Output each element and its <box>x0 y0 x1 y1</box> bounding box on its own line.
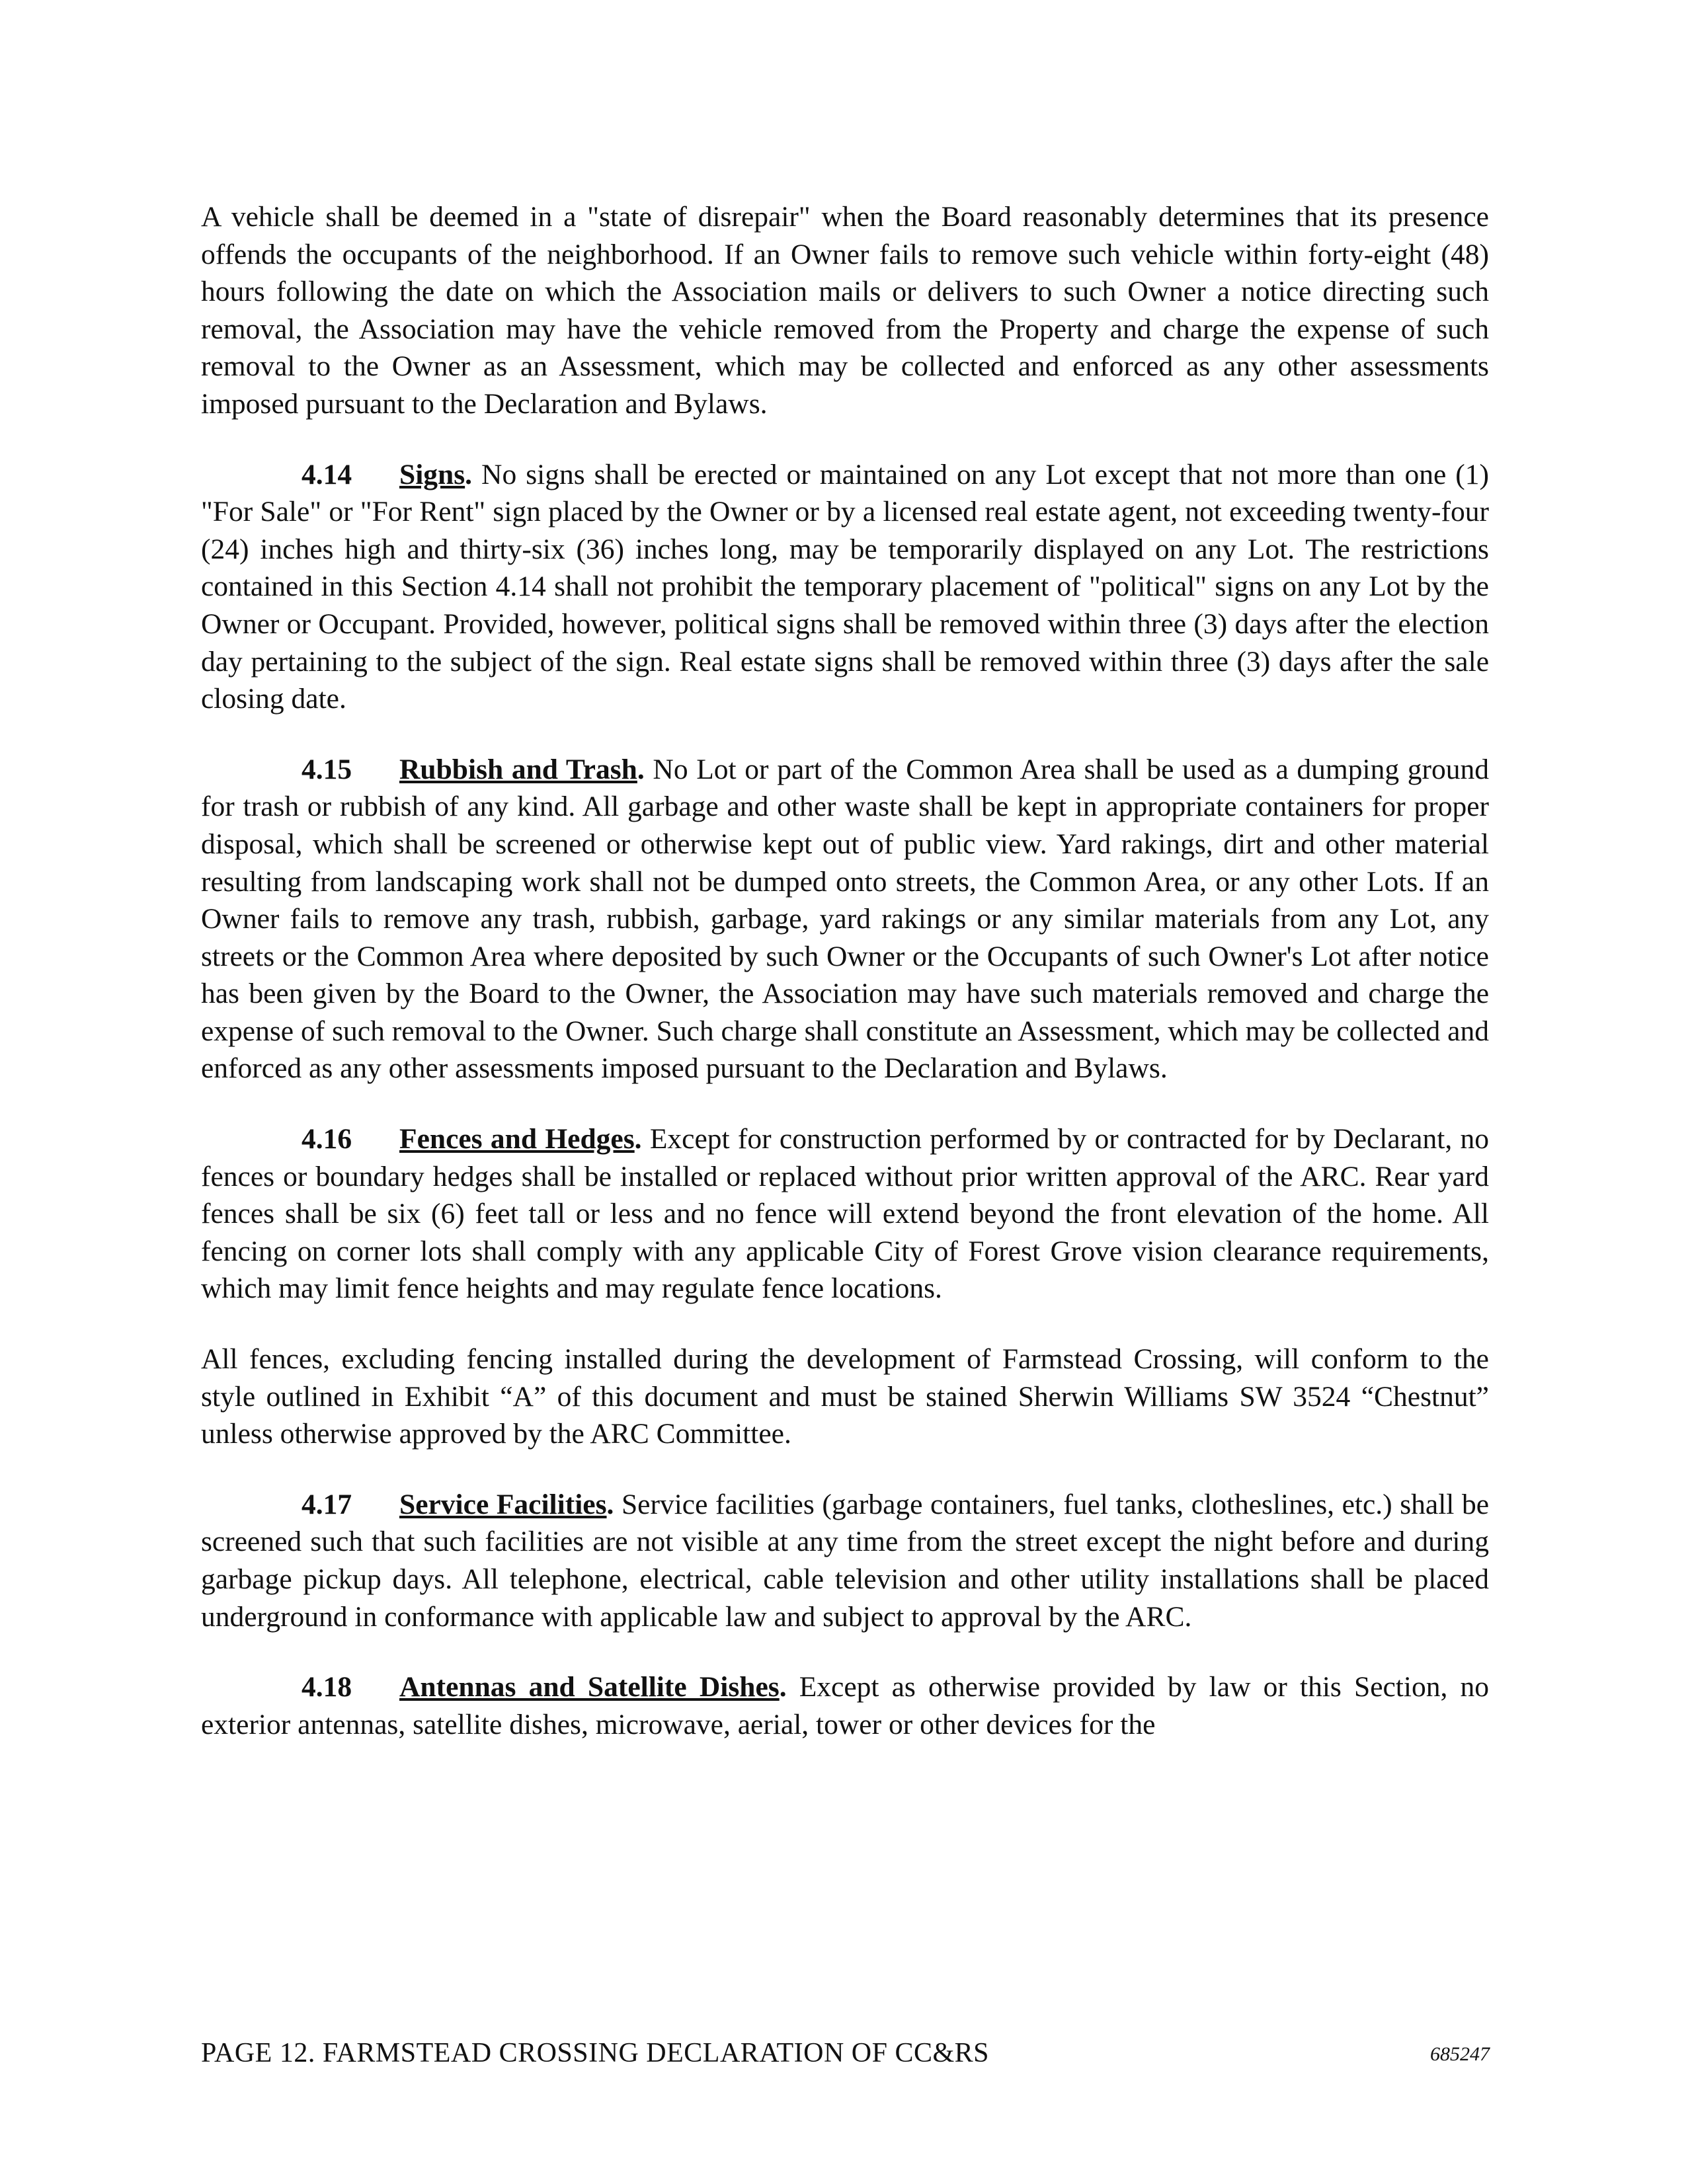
section-text: No Lot or part of the Common Area shall be used as a dumping ground for trash or rubbish of any kind. All garbage and other waste shall be kept in appropriate containers for proper disposal, which shall be screened or otherwise kept out of public view. Yard rakings, dirt and other material resulting from landscaping work shall not be dumped onto streets, the Common Area, or any other Lots. If an Owner fails to remove any trash, rubbish, garbage, yard rakings or any similar materials from any Lot, any streets or the Common Area where deposited by such Owner or the Occupants of such Owner's Lot after notice has been given by the Board to the Owner, the Association may have such materials removed and charge the expense of such removal to the Owner. Such charge shall constitute an Assessment, which may be collected and enforced as any other assessments imposed pursuant to the Declaration and Bylaws. <box>201 753 1489 1085</box>
section-number: 4.14 <box>301 458 352 490</box>
section-4-16-fences-and-hedges <box>201 1120 1489 1307</box>
section-title: Rubbish and Trash <box>399 753 637 785</box>
section-title-period: . <box>465 458 473 490</box>
section-title: Signs <box>399 458 465 490</box>
section-title-period: . <box>779 1671 787 1703</box>
paragraph-fence-style <box>201 1341 1489 1453</box>
page-footer-title: PAGE 12. FARMSTEAD CROSSING DECLARATION OF CC&RS <box>201 2038 990 2068</box>
section-title: Antennas and Satellite Dishes <box>399 1671 780 1703</box>
section-title-period: . <box>634 1123 642 1155</box>
section-number: 4.18 <box>301 1671 352 1703</box>
section-4-14-signs <box>201 456 1489 718</box>
section-number: 4.15 <box>301 753 352 785</box>
section-number: 4.17 <box>301 1488 352 1520</box>
section-title-period: . <box>637 753 645 785</box>
document-body <box>201 198 1489 1776</box>
section-title: Service Facilities <box>399 1488 607 1520</box>
paragraph-vehicle-disrepair <box>201 198 1489 423</box>
section-text: Service facilities (garbage containers, fuel tanks, clotheslines, etc.) shall be screened such that such facilities are not visible at any time from the street except the night before and during garbage pickup days. All telephone, electrical, cable television and other utility installations shall be placed underground in conformance with applicable law and subject to approval by the ARC. <box>201 1488 1489 1633</box>
paragraph-text: A vehicle shall be deemed in a "state of disrepair" when the Board reasonably determines that its presence offends the occupants of the neighborhood. If an Owner fails to remove such vehicle within forty-eight (48) hours following the date on which the Association mails or delivers to such Owner a notice directing such removal, the Association may have the vehicle removed from the Property and charge the expense of such removal to the Owner as an Assessment, which may be collected and enforced as any other assessments imposed pursuant to the Declaration and Bylaws. <box>201 201 1489 420</box>
section-4-17-service-facilities <box>201 1486 1489 1635</box>
section-text: Except as otherwise provided by law or this Section, no exterior antennas, satellite dishes, microwave, aerial, tower or other devices for the <box>201 1671 1490 1740</box>
section-number: 4.16 <box>301 1123 352 1155</box>
paragraph-text: All fences, excluding fencing installed during the development of Farmstead Crossing, will conform to the style outlined in Exhibit “A” of this document and must be stained Sherwin Williams SW 3524 “Chestnut” unless otherwise approved by the ARC Committee. <box>201 1343 1489 1450</box>
section-4-18-antennas-and-satellite-dishes <box>201 1668 1489 1743</box>
section-text: Except for construction performed by or contracted for by Declarant, no fences or boundary hedges shall be installed or replaced without prior written approval of the ARC. Rear yard fences shall be six (6) feet tall or less and no fence will extend beyond the front elevation of the home. All fencing on corner lots shall comply with any applicable City of Forest Grove vision clearance requirements, which may limit fence heights and may regulate fence locations. <box>201 1123 1489 1305</box>
section-text: No signs shall be erected or maintained on any Lot except that not more than one (1) "For Sale" or "For Rent" sign placed by the Owner or by a licensed real estate agent, not exceeding twenty-four (24) inches high and thirty-six (36) inches long, may be temporarily displayed on any Lot. The restrictions contained in this Section 4.14 shall not prohibit the temporary placement of "political" signs on any Lot by the Owner or Occupant. Provided, however, political signs shall be removed within three (3) days after the election day pertaining to the subject of the sign. Real estate signs shall be removed within three (3) days after the sale closing date. <box>201 458 1489 715</box>
document-number: 685247 <box>1430 2043 1490 2065</box>
section-title-period: . <box>606 1488 614 1520</box>
section-title: Fences and Hedges <box>399 1123 635 1155</box>
section-4-15-rubbish-and-trash <box>201 751 1489 1087</box>
